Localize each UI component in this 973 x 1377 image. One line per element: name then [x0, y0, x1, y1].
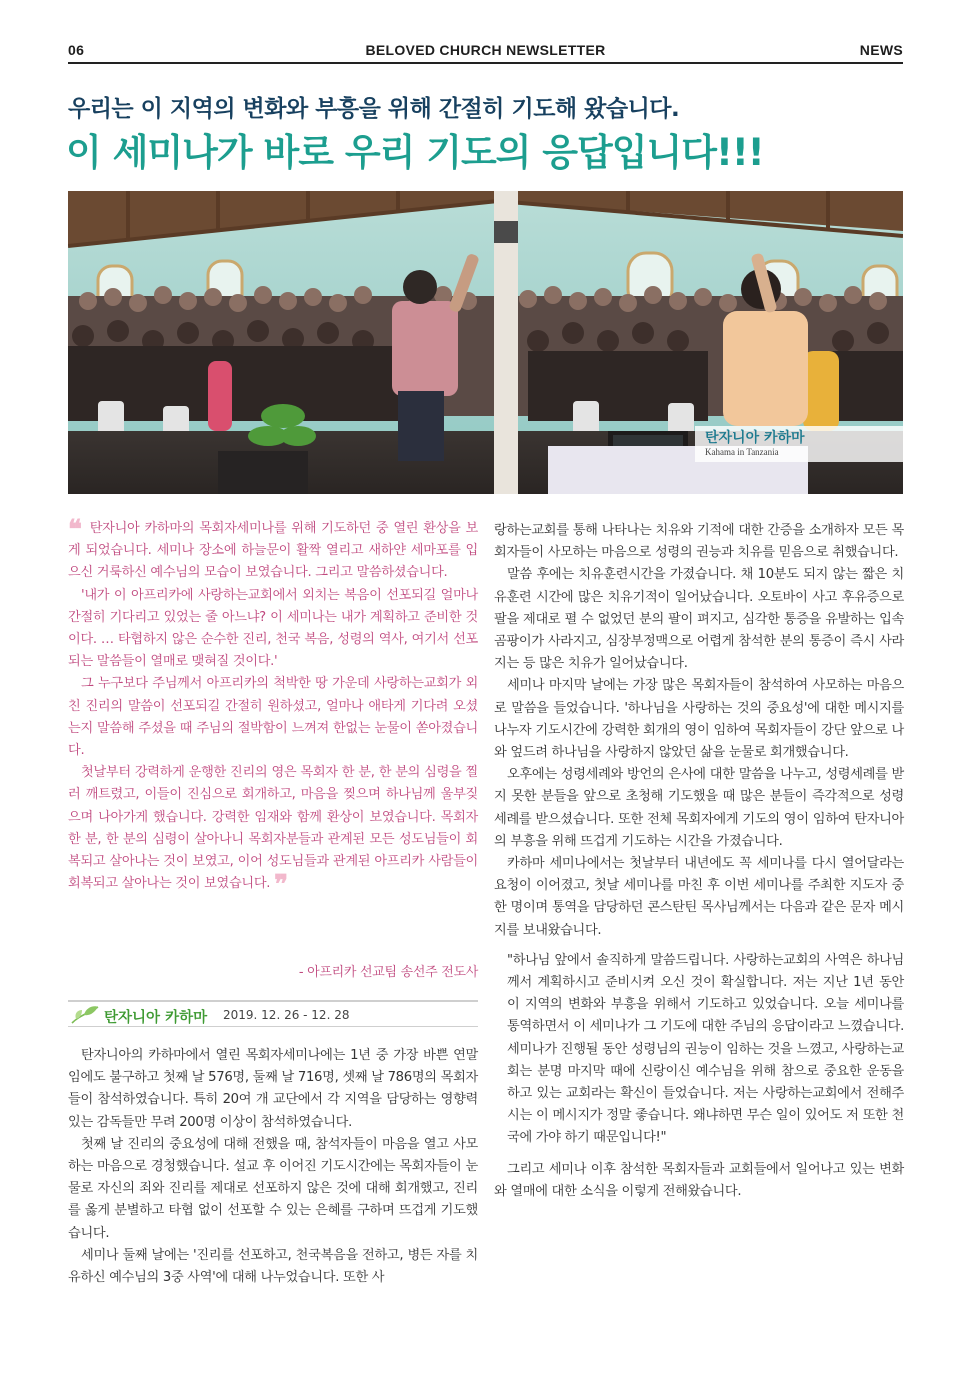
quote-paragraph: '내가 이 아프리카에 사랑하는교회에서 외치는 복음이 선포되길 얼마나 간절히 기다리고 있었는 줄 아느냐? 이 세미나는 내가 계획하고 준비한 것이다. … 타협하지 않은 순수한 진리, 천국 복음, 성령의 역사, 여기서 선포되는 말씀들이 열매로 맺혀질 것이다.': [68, 587, 478, 670]
newsletter-title: BELOVED CHURCH NEWSLETTER: [365, 42, 606, 58]
leaf-icon: [70, 1005, 100, 1025]
headline-primary: 우리는 이 지역의 변화와 부흥을 위해 간절히 기도해 왔습니다.: [68, 96, 680, 122]
article-body-right: [494, 520, 904, 1203]
page-header: [68, 42, 903, 64]
photo-caption-title: 탄자니아 카하마: [705, 430, 805, 446]
quote-text: 탄자니아 카하마의 목회자세미나를 위해 기도하던 중 열린 환상을 보게 되었습니다. 세미나 장소에 하늘문이 활짝 열리고 새하얀 세마포를 입으신 거룩하신 예수님의 모습이 보였습니다. 그리고 말씀하셨습니다.: [68, 521, 478, 581]
article-paragraph: 랑하는교회를 통해 나타나는 치유와 기적에 대한 간증을 소개하자 모든 목회자들이 사모하는 마음으로 성령의 권능과 치유를 믿음으로 취했습니다.: [494, 523, 904, 561]
quote-paragraph: [68, 762, 478, 901]
article-section-header: [68, 1000, 478, 1027]
section-dates: 2019. 12. 26 - 12. 28: [223, 1008, 350, 1022]
quote-close-icon: ❞: [274, 870, 288, 901]
article-paragraph: 세미나 마지막 날에는 가장 많은 목회자들이 참석하여 사모하는 마음으로 말씀을 들었습니다. '하나님을 사랑하는 것의 중요성'에 대한 메시지를 나누자 기도시간에 강력한 회개의 영이 임하여 목회자들이 강단 앞으로 나와 엎드려 하나님을 사랑하지 않았던 삶을 눈물로 회개했습니다.: [494, 678, 904, 761]
article-paragraph: 탄자니아의 카하마에서 열린 목회자세미나에는 1년 중 가장 바쁜 연말임에도 불구하고 첫째 날 576명, 둘째 날 716명, 셋째 날 786명의 목회자들이 참석하였습니다. 특히 20여 개 교단에서 각 지역을 담당하는 영향력 있는 감독들만 무려 200명 이상이 참석하였습니다.: [68, 1048, 478, 1130]
section-label: NEWS: [859, 42, 903, 58]
article-paragraph: 카하마 세미나에서는 첫날부터 내년에도 꼭 세미나를 다시 열어달라는 요청이 이어졌고, 첫날 세미나를 마친 후 이번 세미나를 주최한 지도자 중 한 명이며 통역을 담당하던 콘스탄틴 목사님께서는 다음과 같은 문자 메시지를 보내왔습니다.: [494, 856, 904, 938]
article-paragraph: 말씀 후에는 치유훈련시간을 가졌습니다. 채 10분도 되지 않는 짧은 치유훈련 시간에 많은 치유기적이 일어났습니다. 오토바이 사고 후유증으로 팔을 제대로 펼 수 없었던 분의 팔이 펴지고, 심각한 통증을 유발하는 입속 곰팡이가 사라지고, 심장부정맥으로 어렵게 참석한 분의 통증이 즉시 사라지는 등 많은 치유가 일어났습니다.: [494, 567, 904, 672]
headline-secondary: 이 세미나가 바로 우리 기도의 응답입니다!!!: [66, 131, 764, 174]
quote-text: 첫날부터 강력하게 운행한 진리의 영은 목회자 한 분, 한 분의 심령을 찔러 깨트렸고, 이들이 진심으로 회개하고, 마음을 찢으며 하나님께 울부짖으며 나아가게 했습니다. 강력한 임재와 함께 환상이 보였습니다. 목회자 한 분, 한 분의 심령이 살아나니 목회자분들과 관계된 모든 성도님들이 회복되고 살아나는 것이 보였고, 이어 성도님들과 관계된 아프리카 사람들이 회복되고 살아나는 것이 보였습니다.: [68, 765, 478, 892]
pull-quote: [68, 515, 478, 901]
article-paragraph: 첫째 날 진리의 중요성에 대해 전했을 때, 참석자들이 마음을 열고 사모하는 마음으로 경청했습니다. 설교 후 이어진 기도시간에는 목회자들이 눈물로 자신의 죄와 진리를 제대로 선포하지 않은 것에 대해 회개했고, 진리를 옳게 분별하고 타협 없이 선포할 수 있는 은혜를 구하며 뜨겁게 기도했습니다.: [68, 1136, 478, 1241]
quote-open-icon: ❝: [68, 515, 82, 545]
quote-paragraph: 그 누구보다 주님께서 아프리카의 척박한 땅 가운데 사랑하는교회가 외친 진리의 말씀이 선포되길 간절히 원하셨고, 얼마나 애타게 기다려 오셨는지 말씀해 주셨을 때 주님의 절박함이 느껴져 한없는 눈물이 쏟아졌습니다.: [68, 676, 478, 759]
seminar-photo: [68, 191, 903, 494]
page-number: 06: [68, 42, 85, 58]
section-place: 탄자니아 카하마: [104, 1010, 208, 1026]
quote-attribution: - 아프리카 선교팀 송선주 전도사: [298, 965, 478, 980]
photo-caption-subtitle: Kahama in Tanzania: [705, 447, 779, 457]
quote-paragraph: [68, 515, 478, 585]
article-paragraph: 오후에는 성령세례와 방언의 은사에 대한 말씀을 나누고, 성령세례를 받지 못한 분들을 앞으로 초청해 기도했을 때 많은 분들이 즉각적으로 성령세례를 받으셨습니다. 또한 전체 목회자에게 기도의 영이 임하여 탄자니아의 부흥을 위해 뜨겁게 기도하는 시간을 가졌습니다.: [494, 767, 904, 849]
article-body-left: [68, 1045, 478, 1289]
article-paragraph: 그리고 세미나 이후 참석한 목회자들과 교회들에서 일어나고 있는 변화와 열매에 대한 소식을 이렇게 전해왔습니다.: [494, 1161, 904, 1199]
article-paragraph: 세미나 둘째 날에는 '진리를 선포하고, 천국복음을 전하고, 병든 자를 치유하신 예수님의 3중 사역'에 대해 나누었습니다. 또한 사: [68, 1247, 478, 1286]
photo-caption: [695, 426, 903, 462]
text-message-quote: "하나님 앞에서 솔직하게 말씀드립니다. 사랑하는교회의 사역은 하나님께서 계획하시고 준비시켜 오신 것이 확실합니다. 저는 지난 1년 동안 이 지역의 변화와 부흥을 위해서 기도하고 있었습니다. 오늘 세미나를 통역하면서 이 세미나가 그 기도에 대한 주님의 응답이라고 느꼈습니다. 세미나가 진행될 동안 성령님의 권능이 임하는 것을 느꼈고, 사랑하는교회는 분명 마지막 때에 신랑이신 예수님을 위해 참으로 중요한 운동을 하고 있는 교회라는 확신이 들었습니다. 저는 사랑하는교회에서 전해주시는 이 메시지가 정말 좋습니다. 왜냐하면 무슨 일이 있어도 저 또한 천국에 가야 하기 때문입니다!": [507, 952, 904, 1146]
